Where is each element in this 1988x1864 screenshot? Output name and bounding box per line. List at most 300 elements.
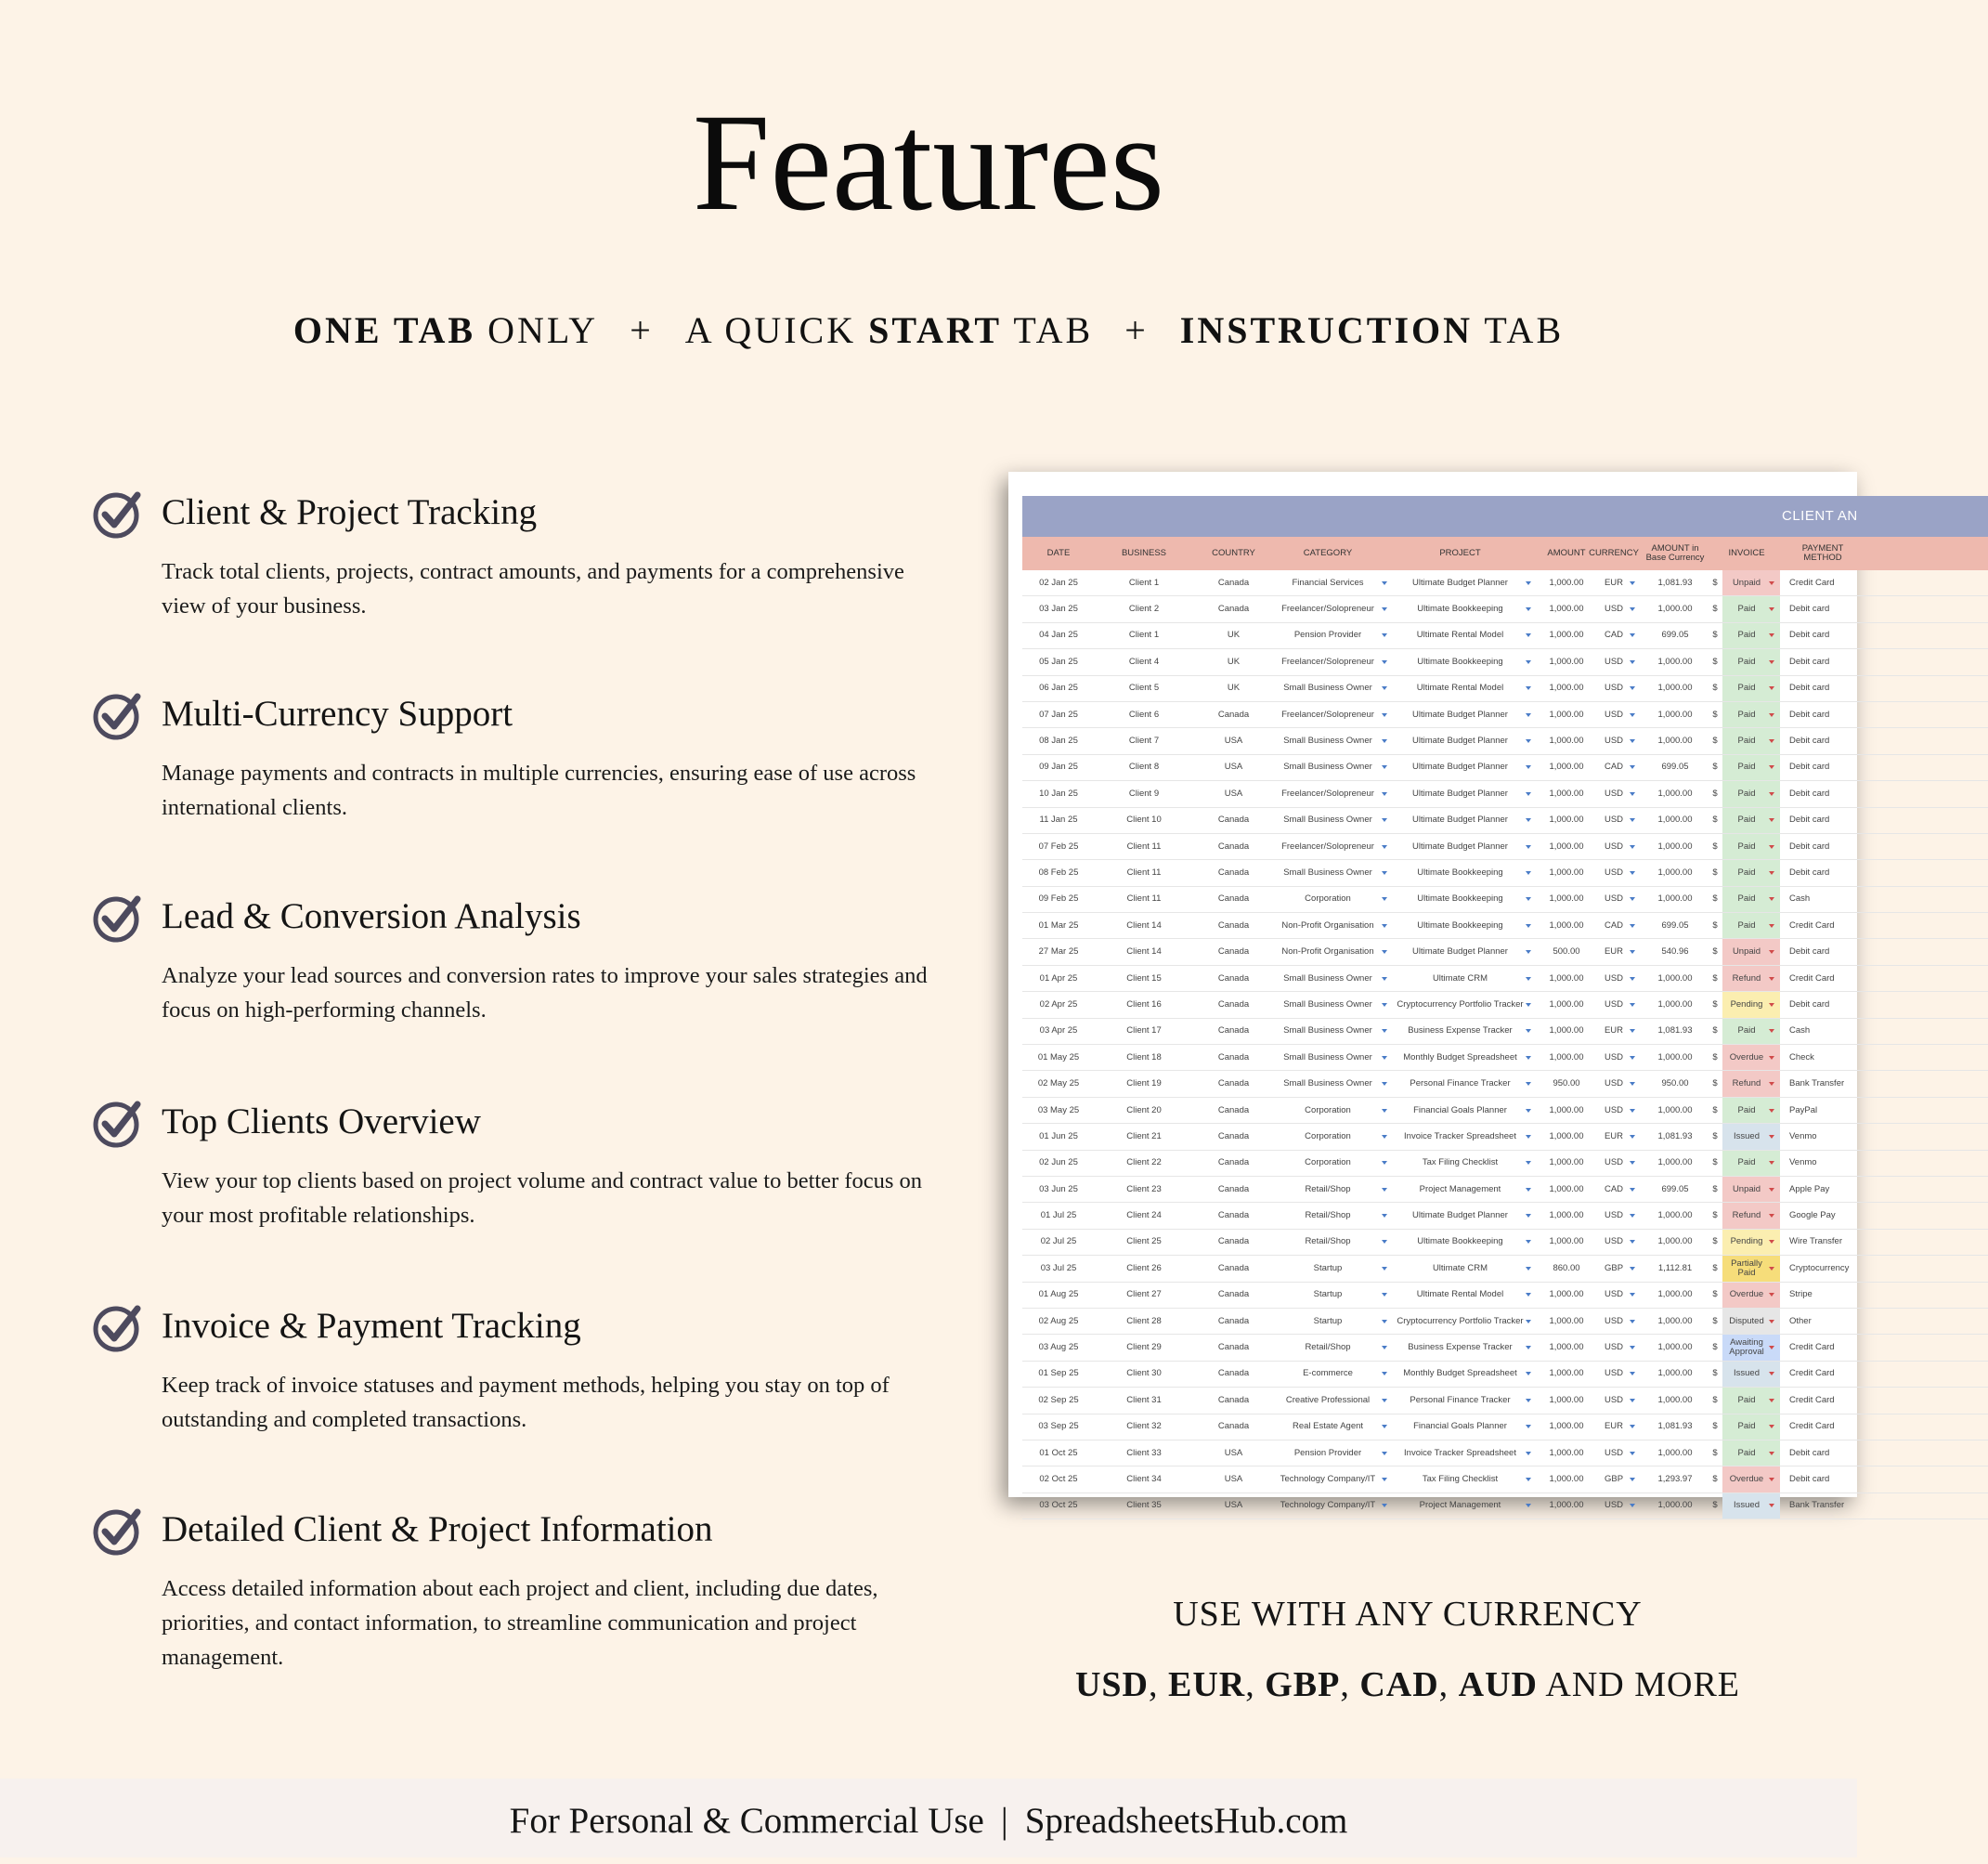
column-header-invoice-status[interactable]: INVOICE	[1728, 548, 1765, 558]
cell-project[interactable]: Tax Filing Checklist	[1395, 1151, 1539, 1176]
cell-date: 27 Mar 25	[1038, 946, 1079, 958]
cell-country: USA	[1224, 762, 1243, 773]
cell-payment-method: Debit card	[1789, 998, 1830, 1010]
cell-amount-base: 950.00	[1661, 1078, 1689, 1089]
cell-project[interactable]: Cryptocurrency Portfolio Tracker	[1395, 992, 1539, 1017]
cell-currency[interactable]: USD	[1594, 1151, 1643, 1176]
cell-currency[interactable]: EUR	[1594, 1019, 1643, 1044]
cell-project[interactable]: Project Management	[1395, 1177, 1539, 1202]
cell-project[interactable]: Ultimate Budget Planner	[1395, 808, 1539, 833]
table-row[interactable]	[1022, 676, 1988, 702]
tabs-line-part2-pre: A QUICK	[684, 309, 869, 351]
cell-project[interactable]: Financial Goals Planner	[1395, 1414, 1539, 1440]
cell-currency[interactable]: USD	[1594, 860, 1643, 885]
tabs-line	[0, 308, 1857, 352]
feature-description: View your top clients based on project volume and contract value to better focus on your most profitable relationships.	[162, 1168, 923, 1228]
cell-currency[interactable]: USD	[1594, 728, 1643, 753]
cell-amount-base: 1,000.00	[1657, 1342, 1693, 1353]
cell-date: 01 Mar 25	[1038, 919, 1079, 931]
cell-payment-method: Debit card	[1789, 762, 1830, 773]
cell-category[interactable]: Startup	[1274, 1283, 1395, 1308]
cell-invoice-status[interactable]: Refund	[1722, 966, 1780, 991]
table-row[interactable]	[1022, 913, 1988, 939]
cell-project[interactable]: Personal Finance Tracker	[1395, 1071, 1539, 1096]
cell-invoice-status[interactable]: Paid	[1722, 755, 1780, 780]
cell-currency-symbol: $	[1712, 604, 1718, 615]
cell-invoice-status[interactable]: Paid	[1722, 781, 1780, 806]
cell-amount: 1,000.00	[1549, 1342, 1584, 1353]
cell-currency[interactable]: USD	[1594, 992, 1643, 1017]
cell-invoice-status[interactable]: Paid	[1722, 1019, 1780, 1044]
cell-invoice-status[interactable]: Overdue	[1722, 1466, 1780, 1492]
cell-invoice-status[interactable]: Overdue	[1722, 1283, 1780, 1308]
cell-project[interactable]: Ultimate Budget Planner	[1395, 939, 1539, 964]
cell-project[interactable]: Ultimate CRM	[1395, 1256, 1539, 1281]
cell-currency[interactable]: USD	[1594, 1230, 1643, 1255]
column-header-category[interactable]: CATEGORY	[1303, 548, 1353, 558]
cell-project[interactable]: Financial Goals Planner	[1395, 1098, 1539, 1123]
cell-invoice-status[interactable]: Paid	[1722, 834, 1780, 859]
cell-invoice-status[interactable]: Paid	[1722, 887, 1780, 912]
cell-payment-method: Credit Card	[1789, 1368, 1835, 1379]
cell-project[interactable]: Monthly Budget Spreadsheet	[1395, 1362, 1539, 1387]
cell-business: Client 10	[1126, 815, 1162, 826]
table-row[interactable]	[1022, 1071, 1988, 1097]
cell-project[interactable]: Ultimate Budget Planner	[1395, 834, 1539, 859]
cell-invoice-status[interactable]: Refund	[1722, 1203, 1780, 1228]
cell-project[interactable]: Ultimate Budget Planner	[1395, 570, 1539, 595]
checkmark-icon	[93, 1505, 145, 1557]
cell-country: Canada	[1217, 1262, 1250, 1273]
table-row[interactable]	[1022, 781, 1988, 807]
cell-invoice-status[interactable]: Awaiting Approval	[1722, 1335, 1780, 1360]
cell-amount-base: 1,000.00	[1657, 604, 1693, 615]
cell-date: 02 Sep 25	[1038, 1394, 1079, 1405]
cell-currency[interactable]: USD	[1594, 1309, 1643, 1334]
table-row[interactable]	[1022, 1466, 1988, 1493]
column-header-business[interactable]: BUSINESS	[1121, 548, 1167, 558]
cell-invoice-status[interactable]: Pending	[1722, 1230, 1780, 1255]
cell-amount-base: 1,000.00	[1657, 1289, 1693, 1300]
cell-invoice-status[interactable]: Refund	[1722, 1071, 1780, 1096]
cell-currency-symbol: $	[1712, 1394, 1718, 1405]
cell-payment-method: Stripe	[1789, 1289, 1813, 1300]
table-row[interactable]	[1022, 1177, 1988, 1203]
cell-amount: 1,000.00	[1549, 1289, 1584, 1300]
cell-business: Client 20	[1126, 1104, 1162, 1115]
cell-project[interactable]: Ultimate Bookkeeping	[1395, 913, 1539, 938]
cell-project[interactable]: Ultimate Bookkeeping	[1395, 596, 1539, 621]
cell-project[interactable]: Tax Filing Checklist	[1395, 1466, 1539, 1492]
cell-business: Client 23	[1126, 1183, 1162, 1194]
table-row[interactable]	[1022, 570, 1988, 596]
cell-amount-base: 1,000.00	[1657, 656, 1693, 667]
cell-project[interactable]: Ultimate Rental Model	[1395, 676, 1539, 701]
cell-project[interactable]: Project Management	[1395, 1493, 1539, 1519]
cell-category[interactable]: Small Business Owner	[1274, 1045, 1395, 1070]
column-header-amount[interactable]: AMOUNT	[1547, 548, 1586, 558]
cell-business: Client 22	[1126, 1157, 1162, 1168]
cell-amount-base: 1,081.93	[1657, 1421, 1693, 1432]
cell-currency[interactable]: USD	[1594, 596, 1643, 621]
cell-project[interactable]: Monthly Budget Spreadsheet	[1395, 1045, 1539, 1070]
cell-country: Canada	[1217, 1078, 1250, 1089]
cell-category[interactable]: Technology Company/IT	[1274, 1466, 1395, 1492]
cell-amount: 1,000.00	[1549, 1157, 1584, 1168]
table-row[interactable]	[1022, 596, 1988, 622]
table-row[interactable]	[1022, 702, 1988, 728]
cell-project[interactable]: Ultimate Rental Model	[1395, 623, 1539, 648]
cell-payment-method: Debit card	[1789, 709, 1830, 720]
cell-category[interactable]: Freelancer/Solopreneur	[1274, 702, 1395, 727]
cell-date: 02 Jan 25	[1039, 577, 1078, 588]
column-header-amount-base[interactable]: AMOUNT in Base Currency	[1645, 543, 1705, 563]
feature-description: Keep track of invoice statuses and payment methods, helping you stay on top of outstanding and completed transactions.	[162, 1373, 890, 1432]
cell-invoice-status[interactable]: Issued	[1722, 1124, 1780, 1149]
table-row[interactable]	[1022, 1414, 1988, 1440]
cell-currency[interactable]: GBP	[1594, 1466, 1643, 1492]
cell-project[interactable]: Ultimate Bookkeeping	[1395, 860, 1539, 885]
currency-heading: USE WITH ANY CURRENCY	[1173, 1595, 1643, 1634]
cell-date: 01 May 25	[1037, 1051, 1080, 1062]
cell-currency-symbol: $	[1712, 1236, 1718, 1247]
cell-currency[interactable]: CAD	[1594, 1177, 1643, 1202]
table-row[interactable]	[1022, 623, 1988, 649]
cell-currency[interactable]: EUR	[1594, 1124, 1643, 1149]
cell-currency[interactable]: USD	[1594, 1388, 1643, 1413]
cell-currency[interactable]: USD	[1594, 966, 1643, 991]
cell-currency-symbol: $	[1712, 630, 1718, 641]
cell-invoice-status[interactable]: Unpaid	[1722, 939, 1780, 964]
cell-country: USA	[1224, 1447, 1243, 1458]
table-row[interactable]	[1022, 1283, 1988, 1309]
cell-project[interactable]: Ultimate Bookkeeping	[1395, 1230, 1539, 1255]
cell-currency-symbol: $	[1712, 919, 1718, 931]
cell-currency-symbol: $	[1712, 1262, 1718, 1273]
cell-category[interactable]: Creative Professional	[1274, 1388, 1395, 1413]
cell-invoice-status[interactable]: Paid	[1722, 1388, 1780, 1413]
cell-country: Canada	[1217, 919, 1250, 931]
cell-business: Client 14	[1126, 919, 1162, 931]
table-row[interactable]	[1022, 939, 1988, 965]
cell-category[interactable]: Corporation	[1274, 1124, 1395, 1149]
cell-country: Canada	[1217, 841, 1250, 852]
cell-payment-method: Venmo	[1789, 1130, 1817, 1141]
table-row[interactable]	[1022, 1124, 1988, 1150]
footer-usage: For Personal & Commercial Use	[509, 1801, 984, 1841]
cell-currency[interactable]: GBP	[1594, 1256, 1643, 1281]
cell-project[interactable]: Cryptocurrency Portfolio Tracker	[1395, 1309, 1539, 1334]
cell-currency[interactable]: USD	[1594, 781, 1643, 806]
cell-category[interactable]: Startup	[1274, 1309, 1395, 1334]
table-row[interactable]	[1022, 728, 1988, 754]
cell-currency[interactable]: USD	[1594, 1283, 1643, 1308]
cell-category[interactable]: Technology Company/IT	[1274, 1493, 1395, 1519]
column-header-payment-method[interactable]: PAYMENT METHOD	[1801, 543, 1844, 563]
cell-category[interactable]: Freelancer/Solopreneur	[1274, 596, 1395, 621]
cell-currency[interactable]: CAD	[1594, 623, 1643, 648]
cell-currency[interactable]: USD	[1594, 887, 1643, 912]
cell-invoice-status[interactable]: Paid	[1722, 913, 1780, 938]
cell-category[interactable]: Startup	[1274, 1256, 1395, 1281]
cell-category[interactable]: Small Business Owner	[1274, 808, 1395, 833]
feature-title: Top Clients Overview	[162, 1101, 481, 1141]
feature-title: Invoice & Payment Tracking	[162, 1306, 581, 1346]
cell-payment-method: Bank Transfer	[1789, 1078, 1845, 1089]
cell-invoice-status[interactable]: Overdue	[1722, 1045, 1780, 1070]
cell-project[interactable]: Invoice Tracker Spreadsheet	[1395, 1124, 1539, 1149]
cell-project[interactable]: Ultimate CRM	[1395, 966, 1539, 991]
cell-category[interactable]: Freelancer/Solopreneur	[1274, 649, 1395, 674]
table-row[interactable]	[1022, 1493, 1988, 1519]
cell-currency-symbol: $	[1712, 1342, 1718, 1353]
cell-project[interactable]: Ultimate Bookkeeping	[1395, 649, 1539, 674]
cell-category[interactable]: Freelancer/Solopreneur	[1274, 834, 1395, 859]
cell-invoice-status[interactable]: Paid	[1722, 808, 1780, 833]
cell-currency[interactable]: USD	[1594, 1362, 1643, 1387]
cell-currency[interactable]: USD	[1594, 1440, 1643, 1466]
cell-amount-base: 1,000.00	[1657, 893, 1693, 905]
cell-payment-method: Other	[1789, 1315, 1812, 1326]
cell-currency-symbol: $	[1712, 788, 1718, 799]
cell-payment-method: Apple Pay	[1789, 1183, 1830, 1194]
cell-invoice-status[interactable]: Paid	[1722, 1440, 1780, 1466]
cell-amount: 950.00	[1553, 1078, 1580, 1089]
table-row[interactable]	[1022, 887, 1988, 913]
table-row[interactable]	[1022, 1440, 1988, 1466]
cell-category[interactable]: Corporation	[1274, 1098, 1395, 1123]
cell-currency[interactable]: USD	[1594, 1071, 1643, 1096]
table-row[interactable]	[1022, 1362, 1988, 1388]
cell-category[interactable]: Small Business Owner	[1274, 728, 1395, 753]
cell-project[interactable]: Business Expense Tracker	[1395, 1019, 1539, 1044]
column-header-currency[interactable]: CURRENCY	[1589, 548, 1639, 558]
table-row[interactable]	[1022, 1203, 1988, 1229]
cell-currency[interactable]: EUR	[1594, 570, 1643, 595]
cell-invoice-status[interactable]: Paid	[1722, 649, 1780, 674]
cell-currency[interactable]: CAD	[1594, 755, 1643, 780]
cell-currency[interactable]: USD	[1594, 1335, 1643, 1360]
checkmark-icon	[93, 1301, 145, 1353]
cell-project[interactable]: Ultimate Bookkeeping	[1395, 887, 1539, 912]
checkmark-icon	[93, 689, 145, 741]
cell-currency[interactable]: USD	[1594, 1203, 1643, 1228]
cell-payment-method: Credit Card	[1789, 1342, 1835, 1353]
cell-payment-method: Debit card	[1789, 788, 1830, 799]
cell-currency[interactable]: USD	[1594, 1098, 1643, 1123]
cell-category[interactable]: Small Business Owner	[1274, 755, 1395, 780]
cell-project[interactable]: Personal Finance Tracker	[1395, 1388, 1539, 1413]
cell-currency[interactable]: CAD	[1594, 913, 1643, 938]
cell-country: Canada	[1217, 1157, 1250, 1168]
cell-project[interactable]: Invoice Tracker Spreadsheet	[1395, 1440, 1539, 1466]
cell-country: UK	[1227, 683, 1241, 694]
table-row[interactable]	[1022, 755, 1988, 781]
cell-amount: 1,000.00	[1549, 919, 1584, 931]
cell-category[interactable]: Small Business Owner	[1274, 992, 1395, 1017]
table-row[interactable]	[1022, 1151, 1988, 1177]
cell-date: 03 Jan 25	[1039, 604, 1078, 615]
cell-currency[interactable]: EUR	[1594, 1414, 1643, 1440]
footer	[0, 1779, 1857, 1857]
cell-date: 03 Apr 25	[1039, 1025, 1078, 1036]
cell-business: Client 8	[1128, 762, 1160, 773]
cell-invoice-status[interactable]: Issued	[1722, 1493, 1780, 1519]
cell-category[interactable]: Non-Profit Organisation	[1274, 939, 1395, 964]
cell-business: Client 16	[1126, 998, 1162, 1010]
table-row[interactable]	[1022, 966, 1988, 992]
cell-category[interactable]: Retail/Shop	[1274, 1335, 1395, 1360]
cell-invoice-status[interactable]: Partially Paid	[1722, 1256, 1780, 1281]
cell-category[interactable]: Small Business Owner	[1274, 1071, 1395, 1096]
cell-invoice-status[interactable]: Paid	[1722, 1098, 1780, 1123]
cell-invoice-status[interactable]: Issued	[1722, 1362, 1780, 1387]
cell-country: Canada	[1217, 1104, 1250, 1115]
cell-category[interactable]: Financial Services	[1274, 570, 1395, 595]
cell-category[interactable]: Pension Provider	[1274, 1440, 1395, 1466]
cell-invoice-status[interactable]: Unpaid	[1722, 570, 1780, 595]
cell-amount: 1,000.00	[1549, 867, 1584, 878]
cell-business: Client 32	[1126, 1421, 1162, 1432]
cell-currency-symbol: $	[1712, 972, 1718, 984]
cell-currency-symbol: $	[1712, 1051, 1718, 1062]
table-row[interactable]	[1022, 1335, 1988, 1361]
cell-country: UK	[1227, 656, 1241, 667]
cell-country: Canada	[1217, 1315, 1250, 1326]
cell-payment-method: Debit card	[1789, 1447, 1830, 1458]
cell-business: Client 35	[1126, 1500, 1162, 1511]
checkmark-icon	[93, 892, 145, 944]
cell-business: Client 27	[1126, 1289, 1162, 1300]
column-header-country[interactable]: COUNTRY	[1212, 548, 1255, 558]
cell-amount: 1,000.00	[1549, 736, 1584, 747]
table-row[interactable]	[1022, 1045, 1988, 1071]
cell-currency-symbol: $	[1712, 946, 1718, 958]
cell-project[interactable]: Business Expense Tracker	[1395, 1335, 1539, 1360]
table-row[interactable]	[1022, 1230, 1988, 1256]
cell-invoice-status[interactable]: Paid	[1722, 860, 1780, 885]
cell-amount: 1,000.00	[1549, 1025, 1584, 1036]
cell-date: 03 Oct 25	[1039, 1500, 1078, 1511]
table-row[interactable]	[1022, 860, 1988, 886]
cell-invoice-status[interactable]: Paid	[1722, 702, 1780, 727]
cell-category[interactable]: Retail/Shop	[1274, 1230, 1395, 1255]
cell-invoice-status[interactable]: Paid	[1722, 596, 1780, 621]
cell-payment-method: Debit card	[1789, 946, 1830, 958]
cell-currency[interactable]: USD	[1594, 1045, 1643, 1070]
cell-amount: 860.00	[1553, 1262, 1580, 1273]
cell-invoice-status[interactable]: Pending	[1722, 992, 1780, 1017]
cell-category[interactable]: Freelancer/Solopreneur	[1274, 781, 1395, 806]
checkmark-icon	[93, 488, 145, 540]
table-row[interactable]	[1022, 1309, 1988, 1335]
cell-date: 02 Apr 25	[1039, 998, 1078, 1010]
cell-amount: 1,000.00	[1549, 1130, 1584, 1141]
table-row[interactable]	[1022, 1019, 1988, 1045]
table-row[interactable]	[1022, 649, 1988, 675]
cell-category[interactable]: Real Estate Agent	[1274, 1414, 1395, 1440]
currency-code: AUD	[1458, 1665, 1538, 1704]
cell-currency[interactable]: USD	[1594, 702, 1643, 727]
cell-date: 03 Jun 25	[1039, 1183, 1078, 1194]
cell-currency[interactable]: USD	[1594, 1493, 1643, 1519]
cell-category[interactable]: Small Business Owner	[1274, 966, 1395, 991]
cell-date: 02 Aug 25	[1038, 1315, 1079, 1326]
cell-payment-method: Debit card	[1789, 867, 1830, 878]
cell-date: 06 Jan 25	[1039, 683, 1078, 694]
cell-business: Client 25	[1126, 1236, 1162, 1247]
cell-category[interactable]: Non-Profit Organisation	[1274, 913, 1395, 938]
column-header-project[interactable]: PROJECT	[1439, 548, 1481, 558]
cell-business: Client 21	[1126, 1130, 1162, 1141]
table-row[interactable]	[1022, 808, 1988, 834]
cell-category[interactable]: Corporation	[1274, 887, 1395, 912]
cell-currency-symbol: $	[1712, 656, 1718, 667]
cell-amount: 1,000.00	[1549, 1236, 1584, 1247]
cell-invoice-status[interactable]: Paid	[1722, 1414, 1780, 1440]
table-row[interactable]	[1022, 1388, 1988, 1414]
cell-category[interactable]: Corporation	[1274, 1151, 1395, 1176]
cell-project[interactable]: Ultimate Budget Planner	[1395, 755, 1539, 780]
cell-amount: 1,000.00	[1549, 788, 1584, 799]
cell-category[interactable]: Small Business Owner	[1274, 676, 1395, 701]
cell-invoice-status[interactable]: Disputed	[1722, 1309, 1780, 1334]
column-header-currency-symbol[interactable]	[1708, 537, 1722, 570]
cell-invoice-status[interactable]: Paid	[1722, 623, 1780, 648]
currency-separator: ,	[1148, 1665, 1168, 1704]
cell-currency-symbol: $	[1712, 1130, 1718, 1141]
cell-currency[interactable]: USD	[1594, 834, 1643, 859]
cell-project[interactable]: Ultimate Budget Planner	[1395, 702, 1539, 727]
column-header-date[interactable]: DATE	[1046, 548, 1071, 558]
cell-category[interactable]: Small Business Owner	[1274, 860, 1395, 885]
cell-date: 01 Jul 25	[1040, 1210, 1077, 1221]
table-row[interactable]	[1022, 1098, 1988, 1124]
cell-business: Client 11	[1126, 893, 1162, 905]
cell-currency[interactable]: EUR	[1594, 939, 1643, 964]
cell-project[interactable]: Ultimate Rental Model	[1395, 1283, 1539, 1308]
cell-invoice-status[interactable]: Paid	[1722, 1151, 1780, 1176]
cell-country: Canada	[1217, 1130, 1250, 1141]
cell-business: Client 30	[1126, 1368, 1162, 1379]
cell-currency[interactable]: USD	[1594, 649, 1643, 674]
tabs-line-part1-rest: ONLY	[475, 309, 599, 351]
sheet-banner: CLIENT AN	[1022, 496, 1988, 537]
cell-date: 01 Sep 25	[1038, 1368, 1079, 1379]
cell-category[interactable]: Small Business Owner	[1274, 1019, 1395, 1044]
cell-currency-symbol: $	[1712, 815, 1718, 826]
cell-invoice-status[interactable]: Paid	[1722, 676, 1780, 701]
table-row[interactable]	[1022, 834, 1988, 860]
cell-category[interactable]: E-commerce	[1274, 1362, 1395, 1387]
cell-payment-method: Debit card	[1789, 1473, 1830, 1484]
cell-invoice-status[interactable]: Unpaid	[1722, 1177, 1780, 1202]
cell-category[interactable]: Retail/Shop	[1274, 1177, 1395, 1202]
cell-amount-base: 1,112.81	[1657, 1262, 1693, 1273]
cell-payment-method: Wire Transfer	[1789, 1236, 1843, 1247]
cell-project[interactable]: Ultimate Budget Planner	[1395, 1203, 1539, 1228]
cell-payment-method: Debit card	[1789, 683, 1830, 694]
cell-currency[interactable]: USD	[1594, 676, 1643, 701]
table-row[interactable]	[1022, 992, 1988, 1018]
cell-project[interactable]: Ultimate Budget Planner	[1395, 781, 1539, 806]
cell-category[interactable]: Retail/Shop	[1274, 1203, 1395, 1228]
table-row[interactable]	[1022, 1256, 1988, 1282]
cell-invoice-status[interactable]: Paid	[1722, 728, 1780, 753]
cell-category[interactable]: Pension Provider	[1274, 623, 1395, 648]
cell-project[interactable]: Ultimate Budget Planner	[1395, 728, 1539, 753]
cell-currency[interactable]: USD	[1594, 808, 1643, 833]
